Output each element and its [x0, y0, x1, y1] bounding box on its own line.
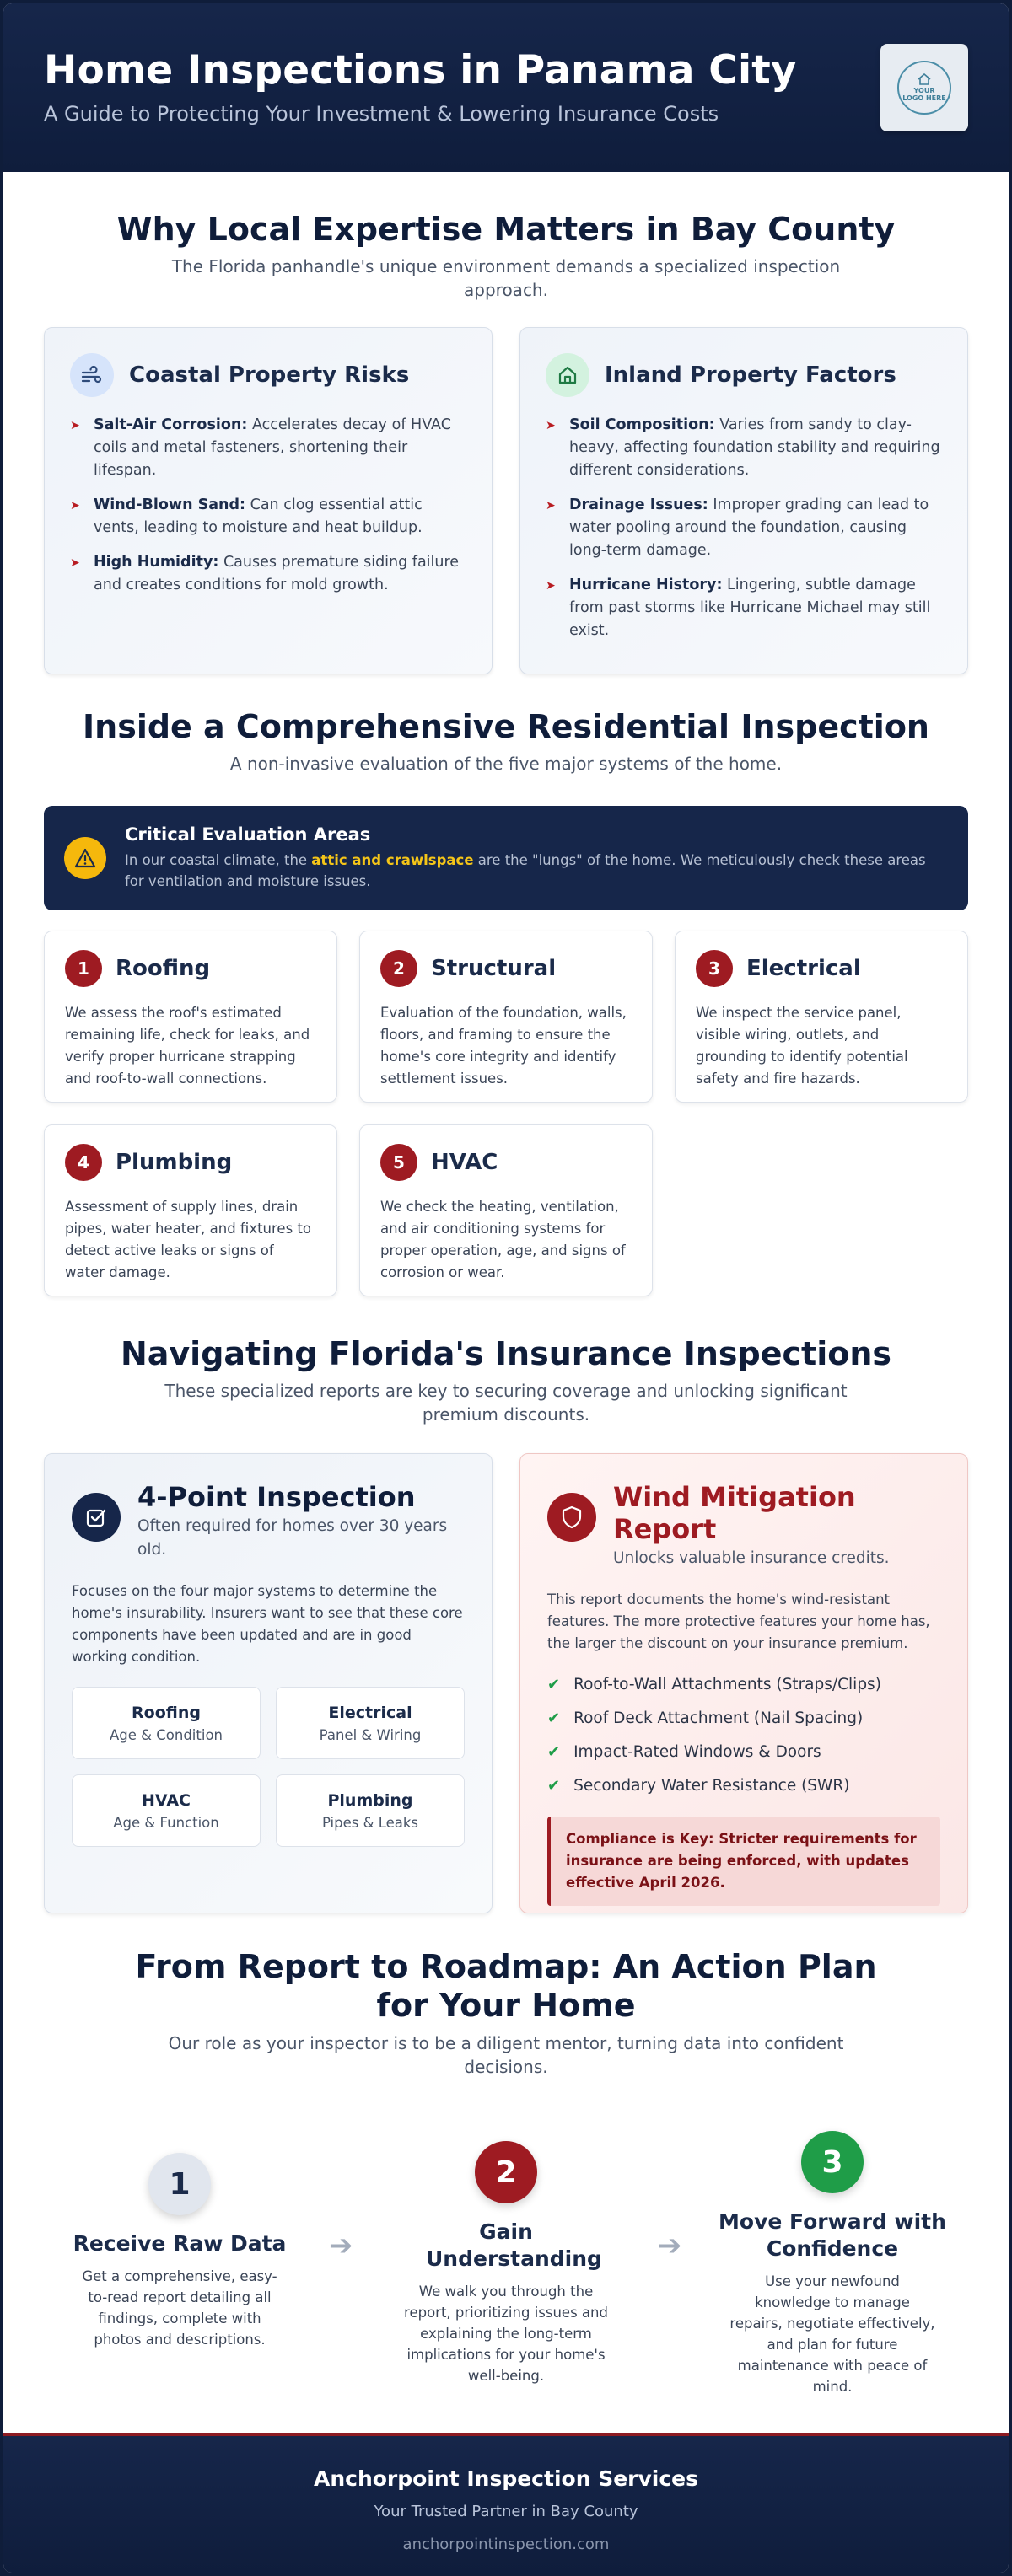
warning-icon [64, 837, 106, 879]
expertise-section-head [3, 211, 1009, 302]
step-number-badge: 4 [65, 1144, 102, 1181]
checkbox-icon [72, 1493, 121, 1542]
footer [3, 2433, 1009, 2573]
arrow-right-icon: ➤ [546, 419, 556, 432]
step-description: We walk you through the report, prioritizing issues and explaining the long-term implications for your home's well-being. [404, 2284, 608, 2384]
critical-title: Critical Evaluation Areas [125, 824, 371, 845]
list-item: ✔ Secondary Water Resistance (SWR) [547, 1774, 940, 1798]
house-logo-icon [917, 73, 932, 85]
check-icon: ✔ [547, 1777, 561, 1795]
list-item: ➤ Wind-Blown Sand: Can clog essential attic vents, leading to moisture and heat buildup. [70, 494, 466, 539]
inspection-subtitle: A non-invasive evaluation of the five major systems of the home. [229, 754, 783, 774]
highlight-text: attic and crawlspace [311, 852, 474, 868]
roadmap-section-head [3, 1947, 1009, 2079]
step-title: Gain Understanding [426, 2219, 602, 2271]
list-item: ➤ Salt-Air Corrosion: Accelerates decay of HVAC coils and metal fasteners, shortening their lifespan. [70, 414, 466, 482]
step-number-badge: 1 [65, 950, 102, 987]
insurance-section-head [3, 1335, 1009, 1426]
system-title: HVAC [431, 1150, 498, 1175]
critical-evaluation-banner [44, 806, 968, 910]
inland-factors-card [519, 327, 968, 674]
inspection-section-head [3, 708, 1009, 775]
step-number-badge: 1 [148, 2153, 211, 2215]
tile-roofing: Roofing Age & Condition [72, 1687, 261, 1759]
system-title: Structural [431, 956, 557, 981]
risk-cards [44, 327, 968, 674]
step-description: Use your newfound knowledge to manage repairs, negotiate effectively, and plan for future maintenance with peace of mind. [729, 2273, 935, 2395]
system-description: We inspect the service panel, visible wiring, outlets, and grounding to identify potential safety and fire hazards. [696, 1005, 908, 1087]
system-title: Roofing [116, 956, 211, 981]
critical-text: In our coastal climate, the attic and crawlspace are the "lungs" of the home. We meticulously check these areas for ventilation and moisture issues. [125, 852, 926, 889]
arrow-right-icon: ➔ [658, 2229, 682, 2262]
expertise-title: Why Local Expertise Matters in Bay County [116, 211, 896, 248]
check-icon: ✔ [547, 1709, 561, 1727]
coastal-risks-card [44, 327, 493, 674]
inspection-title: Inside a Comprehensive Residential Inspection [83, 708, 929, 745]
four-point-description: Focuses on the four major systems to determine the home's insurability. Insurers want to see that these core components have been updated and are in good working condition. [72, 1583, 463, 1665]
check-icon: ✔ [547, 1743, 561, 1761]
wind-icon [70, 353, 114, 397]
logo-badge [897, 61, 951, 115]
list-item: ✔ Impact-Rated Windows & Doors [547, 1741, 940, 1764]
system-description: We assess the roof's estimated remaining life, check for leaks, and verify proper hurricane strapping and roof-to-wall connections. [65, 1005, 310, 1087]
tile-hvac: HVAC Age & Function [72, 1774, 261, 1847]
page-title: Home Inspections in Panama City [44, 47, 797, 94]
four-point-card [44, 1453, 493, 1913]
roadmap-title: From Report to Roadmap: An Action Plan for Your Home [135, 1948, 877, 2024]
step-number-badge: 2 [380, 950, 417, 987]
system-card-structural [359, 931, 653, 1103]
shield-icon [547, 1493, 596, 1542]
company-tagline: Your Trusted Partner in Bay County [374, 2503, 638, 2520]
company-name: Anchorpoint Inspection Services [313, 2466, 699, 2491]
logo-placeholder [880, 44, 968, 131]
logo-text-line2: LOGO HERE [902, 94, 946, 102]
step-number-badge: 5 [380, 1144, 417, 1181]
action-plan-steps [44, 2131, 968, 2401]
compliance-callout: Compliance is Key: Stricter requirements for insurance are being enforced, with updates effective April 2026. [547, 1817, 940, 1906]
infographic [3, 3, 1009, 2573]
step-move-forward [710, 2131, 955, 2397]
insurance-subtitle: These specialized reports are key to securing coverage and unlocking significant premium discounts. [164, 1381, 848, 1425]
step-number-badge: 3 [801, 2131, 864, 2193]
inland-factors-title: Inland Property Factors [605, 362, 896, 388]
wind-mitigation-title: Wind Mitigation Report [613, 1481, 856, 1545]
tile-plumbing: Plumbing Pipes & Leaks [276, 1774, 465, 1847]
arrow-right-icon: ➔ [329, 2229, 353, 2262]
system-description: Evaluation of the foundation, walls, floors, and framing to ensure the home's core integrity and identify settlement issues. [380, 1005, 627, 1087]
step-number-badge: 2 [475, 2141, 537, 2203]
check-icon: ✔ [547, 1676, 561, 1693]
list-item: ➤ Hurricane History: Lingering, subtle damage from past storms like Hurricane Michael may still exist. [546, 574, 942, 642]
wind-mitigation-tagline: Unlocks valuable insurance credits. [613, 1549, 890, 1567]
system-card-roofing [44, 931, 337, 1103]
system-card-electrical [675, 931, 968, 1103]
arrow-right-icon: ➤ [70, 499, 80, 513]
system-description: We check the heating, ventilation, and air conditioning systems for proper operation, age, and signs of corrosion or wear. [380, 1199, 626, 1280]
system-description: Assessment of supply lines, drain pipes, water heater, and fixtures to detect active leaks or signs of water damage. [65, 1199, 311, 1280]
list-item: ✔ Roof-to-Wall Attachments (Straps/Clips) [547, 1673, 940, 1697]
list-item: ➤ High Humidity: Causes premature siding failure and creates conditions for mold growth. [70, 551, 466, 597]
wind-mitigation-card [519, 1453, 968, 1913]
coastal-risks-title: Coastal Property Risks [129, 362, 410, 388]
step-receive-raw-data [57, 2153, 302, 2350]
list-item: ➤ Soil Composition: Varies from sandy to clay-heavy, affecting foundation stability and requiring different considerations. [546, 414, 942, 482]
step-title: Receive Raw Data [73, 2231, 287, 2256]
step-number-badge: 3 [696, 950, 733, 987]
four-point-title: 4-Point Inspection [137, 1481, 416, 1513]
list-item: ✔ Roof Deck Attachment (Nail Spacing) [547, 1707, 940, 1731]
expertise-subtitle: The Florida panhandle's unique environment demands a specialized inspection approach. [171, 256, 841, 300]
tile-electrical: Electrical Panel & Wiring [276, 1687, 465, 1759]
header [3, 3, 1009, 172]
list-item: ➤ Drainage Issues: Improper grading can lead to water pooling around the foundation, causing long-term damage. [546, 494, 942, 562]
system-title: Plumbing [116, 1150, 233, 1175]
wind-mitigation-description: This report documents the home's wind-resistant features. The more protective features your home has, the larger the discount on your insurance premium. [547, 1591, 930, 1651]
arrow-right-icon: ➤ [70, 556, 80, 570]
system-card-hvac [359, 1124, 653, 1296]
step-gain-understanding [384, 2141, 628, 2386]
system-card-plumbing [44, 1124, 337, 1296]
arrow-right-icon: ➤ [546, 579, 556, 593]
arrow-right-icon: ➤ [546, 499, 556, 513]
house-icon [546, 353, 589, 397]
step-description: Get a comprehensive, easy-to-read report detailing all findings, complete with photos and descriptions. [82, 2268, 277, 2348]
arrow-right-icon: ➤ [70, 419, 80, 432]
step-title: Move Forward with Confidence [719, 2209, 946, 2261]
system-title: Electrical [746, 956, 861, 981]
page-subtitle: A Guide to Protecting Your Investment & Lowering Insurance Costs [44, 102, 719, 126]
roadmap-subtitle: Our role as your inspector is to be a diligent mentor, turning data into confident decisions. [168, 2033, 844, 2077]
insurance-title: Navigating Florida's Insurance Inspections [120, 1335, 892, 1372]
four-point-tagline: Often required for homes over 30 years old. [137, 1517, 448, 1559]
logo-text-line1: YOUR [913, 87, 935, 94]
company-website-link[interactable]: anchorpointinspection.com [402, 2536, 610, 2553]
